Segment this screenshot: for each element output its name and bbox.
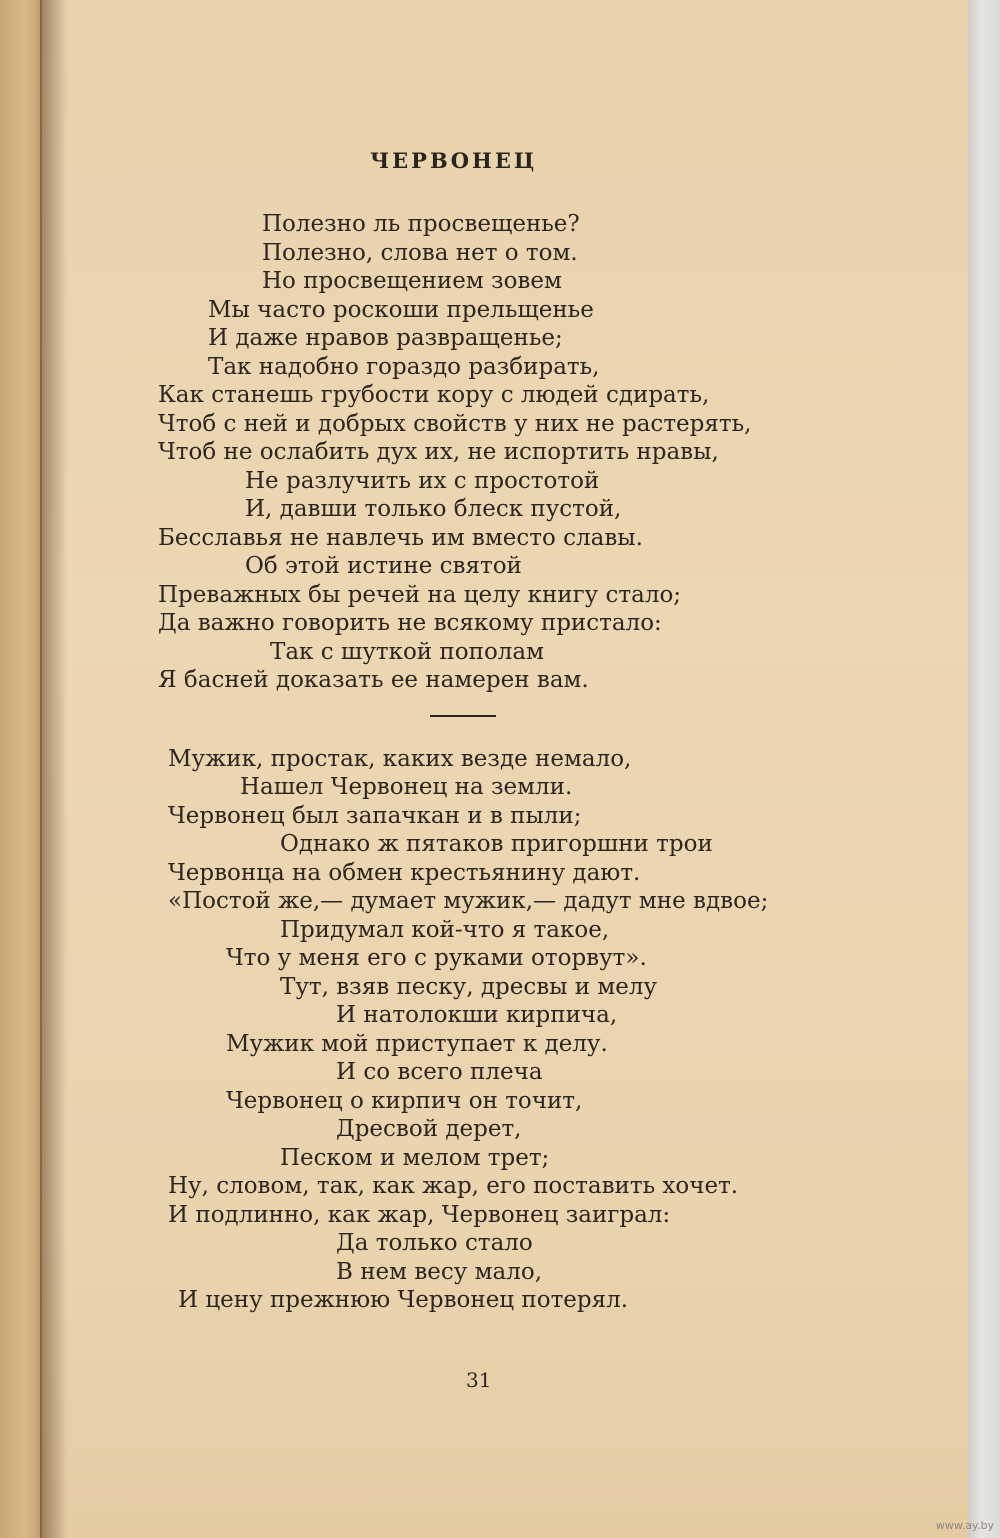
- page-number: 31: [466, 1368, 492, 1392]
- fable-line: Песком и мелом трет;: [280, 1145, 550, 1171]
- preface-line: Как станешь грубости кору с людей сдирать,: [158, 382, 710, 408]
- preface-line: Да важно говорить не всякому пристало:: [158, 610, 662, 636]
- preface-line: Так с шуткой пополам: [270, 639, 545, 665]
- section-divider: [430, 715, 496, 717]
- fable-line: Однако ж пятаков пригоршни трои: [280, 831, 713, 857]
- fable-line: Ну, словом, так, как жар, его поставить хочет.: [168, 1173, 739, 1199]
- fable-line: Мужик, простак, каких везде немало,: [168, 746, 632, 772]
- fable-line: И подлинно, как жар, Червонец заиграл:: [168, 1202, 671, 1228]
- preface-line: И, давши только блеск пустой,: [245, 496, 622, 522]
- fable-line: Да только стало: [336, 1230, 533, 1256]
- preface-line: Преважных бы речей на целу книгу стало;: [158, 582, 682, 608]
- fable-line: И натолокши кирпича,: [336, 1002, 618, 1028]
- preface-line: Не разлучить их с простотой: [245, 468, 600, 494]
- fable-line: Червонца на обмен крестьянину дают.: [168, 860, 641, 886]
- fable-line: Червонец о кирпич он точит,: [226, 1088, 583, 1114]
- fable-line: Мужик мой приступает к делу.: [226, 1031, 608, 1057]
- watermark: www.ay.by: [935, 1519, 994, 1532]
- preface-line: Так надобно гораздо разбирать,: [208, 354, 600, 380]
- fable-line: Нашел Червонец на земли.: [240, 774, 573, 800]
- fable-line: Червонец был запачкан и в пыли;: [168, 803, 582, 829]
- preface-line: Чтоб с ней и добрых свойств у них не растерять,: [158, 411, 752, 437]
- preface-line: Об этой истине святой: [245, 553, 522, 579]
- preface-line: Чтоб не ослабить дух их, не испортить нравы,: [158, 439, 719, 465]
- fable-line: В нем весу мало,: [336, 1259, 543, 1285]
- fable-line: Придумал кой-что я такое,: [280, 917, 610, 943]
- fable-line: И со всего плеча: [336, 1059, 543, 1085]
- preface-line: Бесславья не навлечь им вместо славы.: [158, 525, 643, 551]
- preface-line: Но просвещением зовем: [262, 268, 562, 294]
- preface-line: Мы часто роскоши прельщенье: [208, 297, 594, 323]
- fable-line: Дресвой дерет,: [336, 1116, 522, 1142]
- preface-line: Полезно, слова нет о том.: [262, 240, 578, 266]
- fable-line: И цену прежнюю Червонец потерял.: [178, 1287, 629, 1313]
- preface-line: Полезно ль просвещенье?: [262, 211, 580, 237]
- preface-line: И даже нравов развращенье;: [208, 325, 563, 351]
- fable-line: «Постой же,— думает мужик,— дадут мне вдвое;: [168, 888, 769, 914]
- poem-title: ЧЕРВОНЕЦ: [370, 148, 538, 173]
- fable-line: Тут, взяв песку, дресвы и мелу: [280, 974, 658, 1000]
- fable-line: Что у меня его с руками оторвут».: [226, 945, 647, 971]
- preface-line: Я басней доказать ее намерен вам.: [158, 667, 589, 693]
